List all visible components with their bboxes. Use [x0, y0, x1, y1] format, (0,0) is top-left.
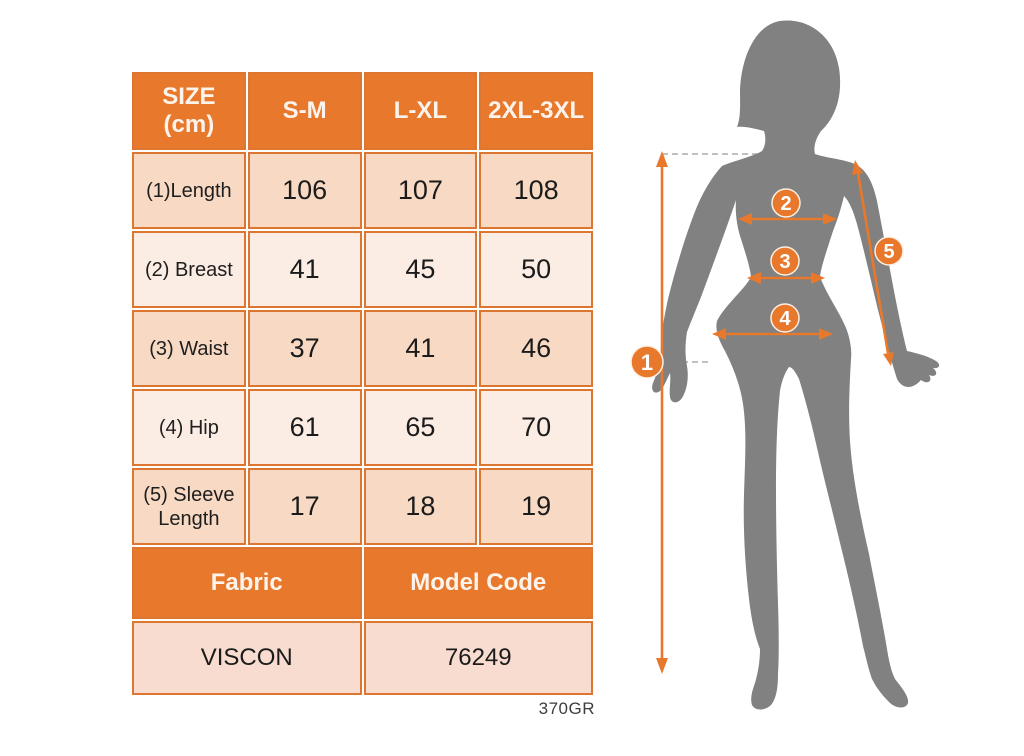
row-label: (4) Hip — [132, 389, 246, 466]
row-label: (1)Length — [132, 152, 246, 229]
weight-note: 370GR — [538, 699, 595, 718]
header-2xl-3xl: 2XL-3XL — [479, 72, 593, 150]
marker-5 — [875, 237, 903, 265]
value-cell: 65 — [364, 389, 478, 466]
value-cell: 41 — [364, 310, 478, 387]
marker-2 — [772, 189, 800, 217]
value-cell: 70 — [479, 389, 593, 466]
footer-header-row — [132, 547, 593, 619]
female-body-silhouette — [652, 20, 939, 709]
marker-2-number: 2 — [780, 193, 792, 215]
marker-3-number: 3 — [779, 251, 791, 273]
fabric-header-cell: Fabric — [132, 547, 362, 619]
model-code-header-cell: Model Code — [364, 547, 594, 619]
value-cell: 17 — [248, 468, 362, 545]
table-row-sleeve-length — [132, 468, 593, 545]
header-row — [132, 72, 593, 150]
marker-1-number: 1 — [640, 350, 654, 375]
fabric-value-cell: VISCON — [132, 621, 362, 695]
value-cell: 61 — [248, 389, 362, 466]
table-row-hip — [132, 389, 593, 466]
row-label: (3) Waist — [132, 310, 246, 387]
table-row-waist — [132, 310, 593, 387]
value-cell: 37 — [248, 310, 362, 387]
model-code-value-cell: 76249 — [364, 621, 594, 695]
marker-5-number: 5 — [883, 241, 895, 263]
value-cell: 46 — [479, 310, 593, 387]
header-size-cm: SIZE (cm) — [132, 72, 246, 150]
footer-value-row — [132, 621, 593, 695]
size-chart-table — [130, 70, 595, 697]
value-cell: 45 — [364, 231, 478, 308]
value-cell: 107 — [364, 152, 478, 229]
table-row-length — [132, 152, 593, 229]
value-cell: 108 — [479, 152, 593, 229]
measurement-diagram — [600, 0, 1024, 756]
table-row-breast — [132, 231, 593, 308]
row-label: (5) Sleeve Length — [132, 468, 246, 545]
marker-1 — [631, 346, 663, 378]
value-cell: 41 — [248, 231, 362, 308]
value-cell: 18 — [364, 468, 478, 545]
marker-3 — [771, 247, 799, 275]
header-l-xl: L-XL — [364, 72, 478, 150]
value-cell: 106 — [248, 152, 362, 229]
marker-4 — [771, 304, 799, 332]
header-s-m: S-M — [248, 72, 362, 150]
marker-4-number: 4 — [779, 308, 791, 330]
height-arrow — [656, 151, 668, 674]
value-cell: 50 — [479, 231, 593, 308]
row-label: (2) Breast — [132, 231, 246, 308]
value-cell: 19 — [479, 468, 593, 545]
